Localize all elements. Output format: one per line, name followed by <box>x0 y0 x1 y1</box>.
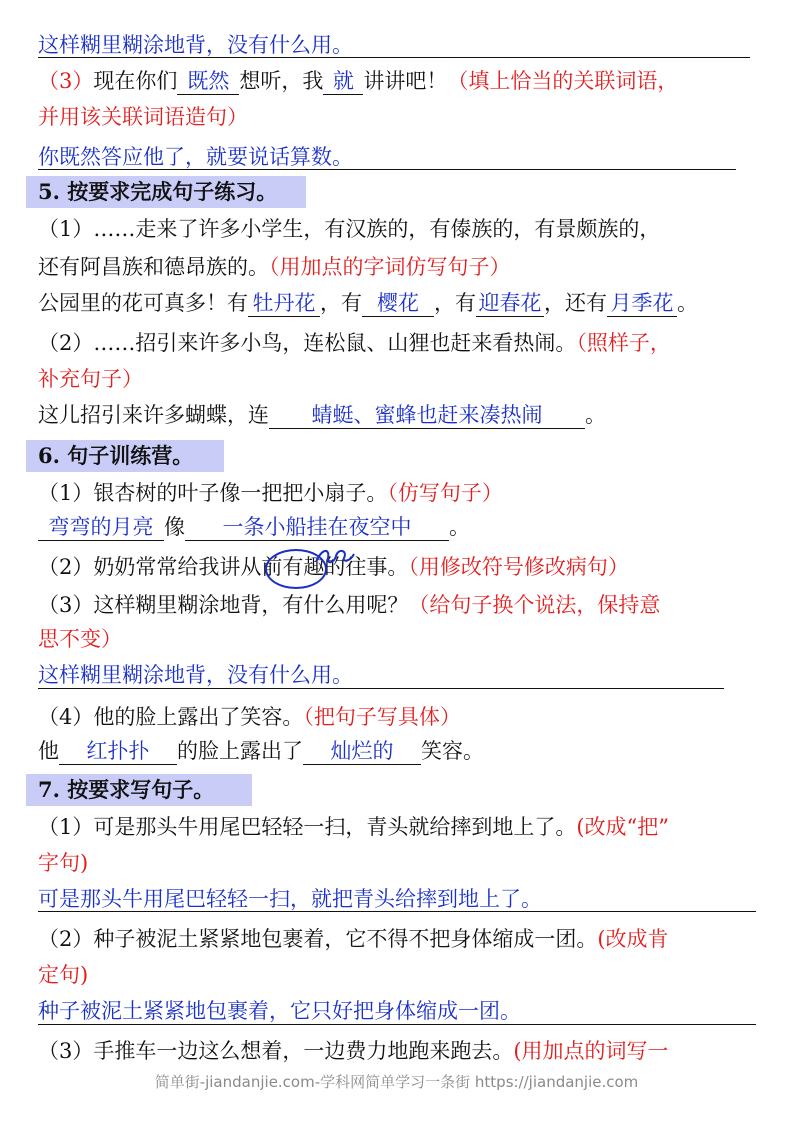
instruction: 并用该关联词语造句） <box>38 105 248 129</box>
answer-underline <box>38 57 750 58</box>
page-footer: 简单街-jiandanjie.com-学科网简单学习一条街 https://jiandanjie.com <box>154 1073 639 1091</box>
answer-underline <box>38 688 724 689</box>
instruction: 定句) <box>38 963 89 987</box>
question-line: （2）……招引来许多小鸟，连松鼠、山狸也赶来看热闹。（照样子， <box>38 331 671 355</box>
answer-underline <box>38 1024 756 1025</box>
answer-underline <box>38 169 736 170</box>
instruction: 补充句子） <box>38 367 143 391</box>
answer-line: 种子被泥土紧紧地包裹着，它只好把身体缩成一团。 <box>38 999 521 1023</box>
fill-blank[interactable]: 牡丹花 <box>248 290 320 317</box>
answer-line: 公园里的花可真多！有 牡丹花 ，有 樱花 ，有 迎春花 ，还有 月季花 。 <box>38 291 698 315</box>
fill-blank[interactable]: 灿烂的 <box>303 738 421 765</box>
answer-line: 可是那头牛用尾巴轻轻一扫，就把青头给摔到地上了。 <box>38 887 542 911</box>
section-heading: 6. 句子训练营。 <box>26 440 224 472</box>
answer-line: 你既然答应他了，就要说话算数。 <box>38 145 353 169</box>
fill-blank[interactable]: 迎春花 <box>476 290 544 317</box>
section-heading: 5. 按要求完成句子练习。 <box>26 176 306 208</box>
question-line: （2）奶奶常常给我讲从前有趣的往事。（用修改符号修改病句） <box>38 555 629 579</box>
answer-line: 这样糊里糊涂地背，没有什么用。 <box>38 33 353 57</box>
question-line: 还有阿昌族和德昂族的。（用加点的字词仿写句子） <box>38 255 511 279</box>
question-line: （1）……走来了许多小学生，有汉族的，有傣族的，有景颇族的， <box>38 217 661 241</box>
fill-blank[interactable]: 一条小船挂在夜空中 <box>185 514 449 541</box>
question-line: （2）种子被泥土紧紧地包裹着，它不得不把身体缩成一团。(改成肯 <box>38 927 669 951</box>
fill-blank[interactable]: 弯弯的月亮 <box>38 514 164 541</box>
circled-word: 从前 <box>240 555 283 579</box>
fill-blank[interactable]: 蜻蜓、蜜蜂也赶来凑热闹 <box>269 402 585 429</box>
answer-line: 这样糊里糊涂地背，没有什么用。 <box>38 663 353 687</box>
fill-blank[interactable]: 红扑扑 <box>59 738 177 765</box>
question-3-line: （3）现在你们 既然 想听，我 就 讲讲吧！（填上恰当的关联词语， <box>38 69 679 93</box>
section-heading: 7. 按要求写句子。 <box>26 774 252 806</box>
fill-blank[interactable]: 月季花 <box>607 290 677 317</box>
fill-blank[interactable]: 樱花 <box>362 290 434 317</box>
instruction: 字句) <box>38 851 89 875</box>
question-line: （1）可是那头牛用尾巴轻轻一扫，青头就给摔到地上了。(改成“把” <box>38 815 670 839</box>
answer-line: 这儿招引来许多蝴蝶，连 蜻蜓、蜜蜂也赶来凑热闹 。 <box>38 403 606 427</box>
fill-blank[interactable]: 既然 <box>177 68 239 95</box>
answer-line: 弯弯的月亮 像 一条小船挂在夜空中 。 <box>38 514 470 541</box>
question-line: （3）这样糊里糊涂地背，有什么用呢？（给句子换个说法，保持意 <box>38 593 661 617</box>
question-line: （3）手推车一边这么想着，一边费力地跑来跑去。(用加点的词写一 <box>38 1039 669 1063</box>
question-line: （4）他的脸上露出了笑容。（把句子写具体） <box>38 705 461 729</box>
fill-blank[interactable]: 就 <box>323 68 363 95</box>
answer-underline <box>38 911 756 912</box>
instruction: 思不变） <box>38 627 122 651</box>
question-line: （1）银杏树的叶子像一把把小扇子。（仿写句子） <box>38 481 503 505</box>
answer-line: 他 红扑扑 的脸上露出了 灿烂的 笑容。 <box>38 739 484 763</box>
deletion-mark-icon <box>312 544 358 566</box>
